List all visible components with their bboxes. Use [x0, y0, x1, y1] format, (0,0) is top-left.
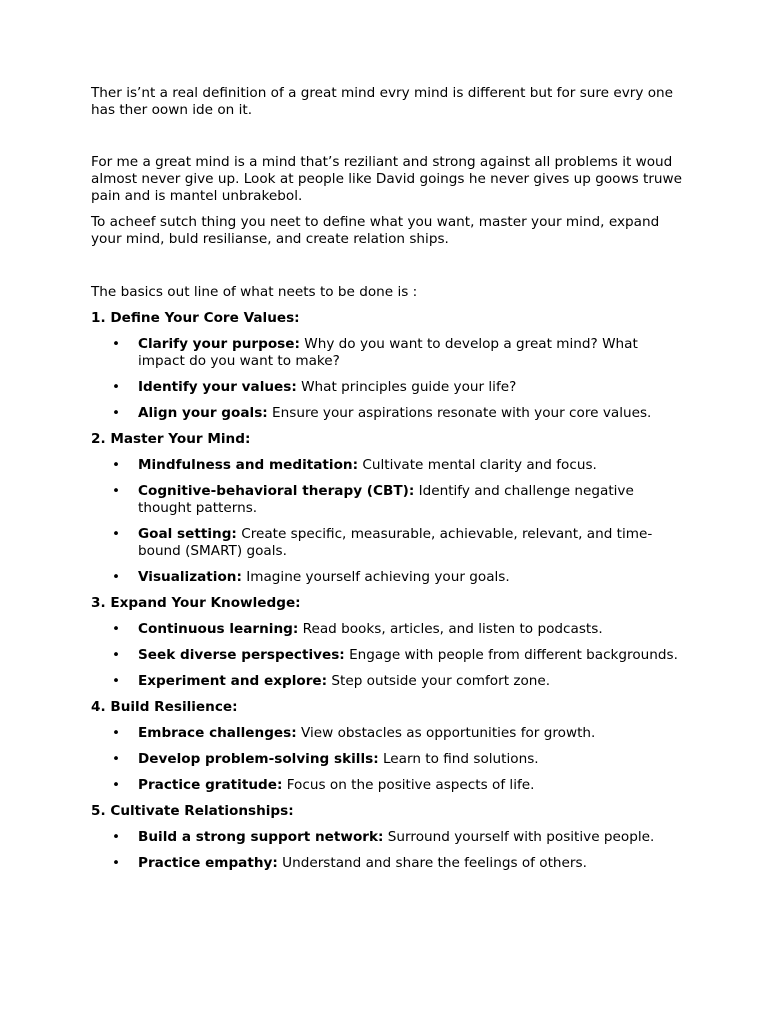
item-description: Identify and challenge negative thought patterns. [138, 483, 634, 516]
outline-sections [91, 310, 683, 872]
section-list [91, 457, 683, 586]
list-item [91, 673, 683, 690]
list-item [91, 483, 683, 517]
item-term: Continuous learning: [138, 621, 299, 637]
list-item [91, 725, 683, 742]
section-list [91, 725, 683, 794]
bullet-icon: • [112, 621, 121, 637]
item-description: What principles guide your life? [296, 379, 517, 395]
section-list [91, 336, 683, 422]
item-description: Engage with people from different backgrounds. [344, 647, 678, 663]
section-heading: 4. Build Resilience: [91, 699, 238, 715]
item-description: Why do you want to develop a great mind? What impact do you want to make? [138, 336, 638, 369]
item-term: Seek diverse perspectives: [138, 647, 345, 663]
list-item [91, 751, 683, 768]
bullet-icon: • [112, 829, 121, 845]
bullet-icon: • [112, 751, 121, 767]
item-term: Align your goals: [138, 405, 268, 421]
intro-paragraph-definition: Ther is’nt a real definition of a great mind evry mind is different but for sure evry one has ther oown ide on it. [91, 85, 674, 118]
document-page [91, 85, 683, 881]
item-term: Develop problem-solving skills: [138, 751, 379, 767]
intro-paragraph-great-mind: For me a great mind is a mind that’s reziliant and strong against all problems it woud almost never give up. Look at people like David goings he never gives up goows truwe pain and is mantel unbrakebol. [91, 154, 683, 204]
item-term: Cognitive-behavioral therapy (CBT): [138, 483, 415, 499]
item-description: Cultivate mental clarity and focus. [358, 457, 597, 473]
bullet-icon: • [112, 673, 121, 689]
item-description: Focus on the positive aspects of life. [282, 777, 535, 793]
section-list [91, 829, 683, 872]
bullet-icon: • [112, 405, 121, 421]
item-description: Understand and share the feelings of others. [277, 855, 587, 871]
bullet-icon: • [112, 379, 121, 395]
bullet-icon: • [112, 336, 121, 352]
bullet-icon: • [112, 647, 121, 663]
item-term: Goal setting: [138, 526, 237, 542]
item-term: Clarify your purpose: [138, 336, 300, 352]
section-list [91, 621, 683, 690]
list-item [91, 379, 683, 396]
item-description: Imagine yourself achieving your goals. [241, 569, 510, 585]
item-term: Visualization: [138, 569, 242, 585]
item-term: Mindfulness and meditation: [138, 457, 359, 473]
item-term: Practice gratitude: [138, 777, 283, 793]
outline-intro: The basics out line of what neets to be done is : [91, 284, 418, 300]
list-item [91, 777, 683, 794]
list-item [91, 621, 683, 638]
section-heading: 1. Define Your Core Values: [91, 310, 300, 326]
item-description: Surround yourself with positive people. [383, 829, 655, 845]
item-term: Build a strong support network: [138, 829, 384, 845]
item-term: Identify your values: [138, 379, 297, 395]
item-description: View obstacles as opportunities for growth. [296, 725, 596, 741]
section-heading: 5. Cultivate Relationships: [91, 803, 294, 819]
list-item [91, 336, 683, 370]
bullet-icon: • [112, 855, 121, 871]
bullet-icon: • [112, 725, 121, 741]
item-description: Learn to find solutions. [378, 751, 539, 767]
intro-paragraph-how-to: To acheef sutch thing you neet to define what you want, master your mind, expand your mind, buld resilianse, and create relation ships. [91, 214, 660, 247]
item-term: Experiment and explore: [138, 673, 328, 689]
section-heading: 3. Expand Your Knowledge: [91, 595, 301, 611]
list-item [91, 829, 683, 846]
list-item [91, 855, 683, 872]
item-description: Step outside your comfort zone. [327, 673, 551, 689]
bullet-icon: • [112, 569, 121, 585]
list-item [91, 457, 683, 474]
list-item [91, 405, 683, 422]
item-description: Create specific, measurable, achievable, relevant, and time-bound (SMART) goals. [138, 526, 653, 559]
list-item [91, 526, 683, 560]
item-term: Embrace challenges: [138, 725, 297, 741]
item-description: Read books, articles, and listen to podcasts. [298, 621, 603, 637]
bullet-icon: • [112, 777, 121, 793]
item-term: Practice empathy: [138, 855, 278, 871]
section-heading: 2. Master Your Mind: [91, 431, 251, 447]
list-item [91, 647, 683, 664]
bullet-icon: • [112, 526, 121, 542]
bullet-icon: • [112, 483, 121, 499]
bullet-icon: • [112, 457, 121, 473]
item-description: Ensure your aspirations resonate with your core values. [267, 405, 652, 421]
list-item [91, 569, 683, 586]
